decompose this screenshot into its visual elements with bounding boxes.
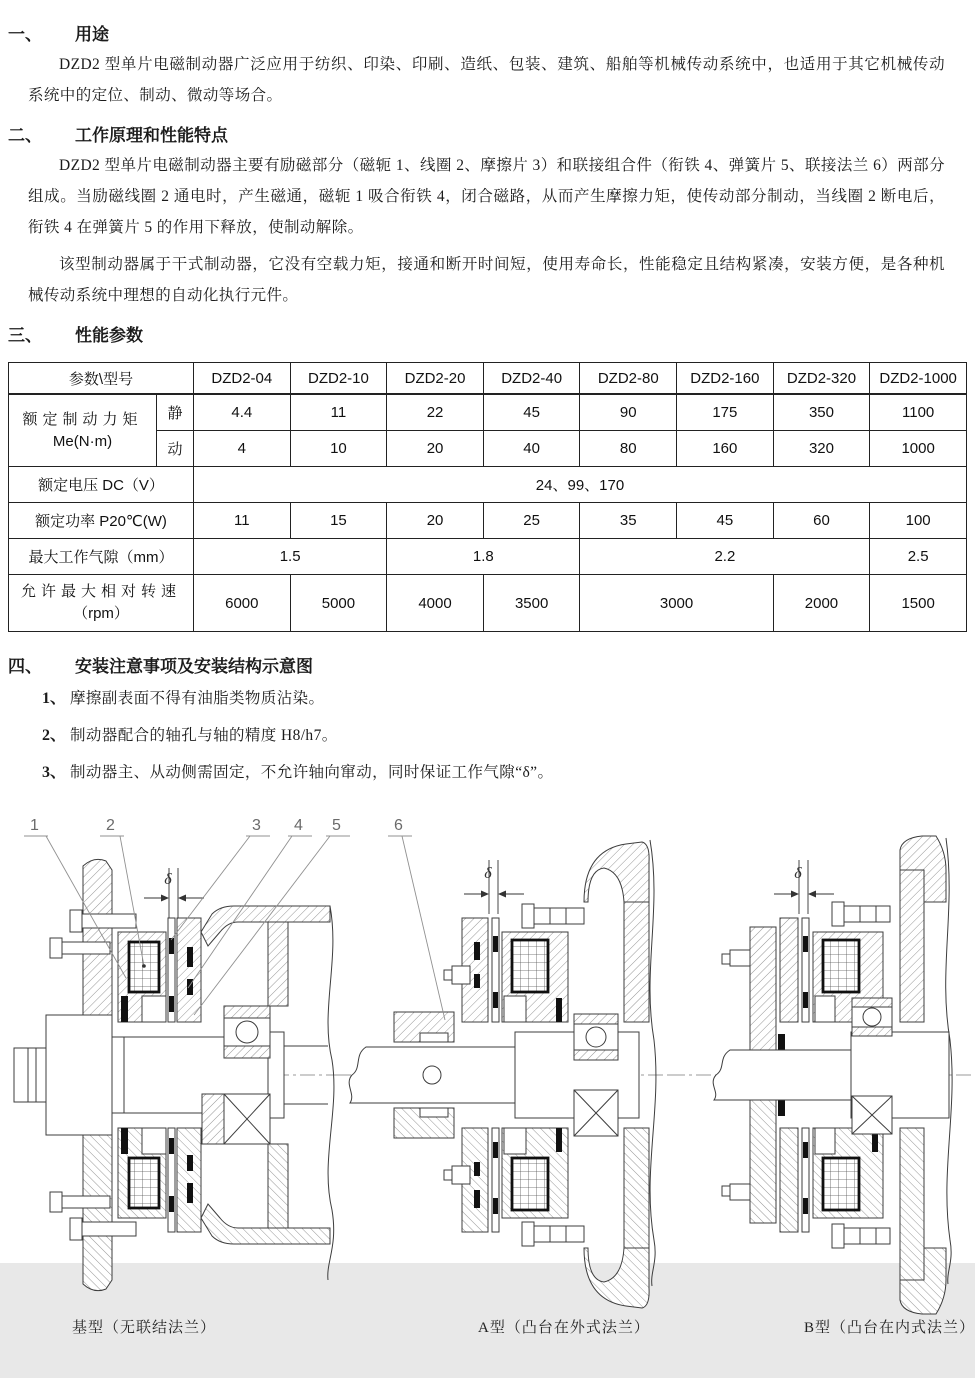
table-cell: 350 — [773, 394, 870, 431]
table-cell: 20 — [387, 503, 484, 539]
torque-label-cell — [9, 394, 157, 467]
note-item-1-text: 摩擦副表面不得有油脂类物质沾染。 — [70, 690, 325, 707]
table-cell: 2000 — [773, 575, 870, 632]
note-item-2 — [42, 721, 975, 751]
note-item-3-text: 制动器主、从动侧需固定，不允许轴向窜动，同时保证工作气隙“δ”。 — [70, 764, 554, 781]
gap-label-cell: 最大工作气隙（mm） — [9, 539, 194, 575]
table-cell: 10 — [290, 431, 387, 467]
section-2-paragraph-2: 该型制动器属于干式制动器，它没有空载力矩，接通和断开时间短，使用寿命长，性能稳定且结构紧凑，安装方便，是各种机械传动系统中理想的自动化执行元件。 — [28, 256, 945, 304]
table-cell: 4.4 — [194, 394, 291, 431]
callout-5: 5 — [332, 817, 341, 834]
note-item-1 — [42, 684, 975, 714]
section-3-heading — [0, 321, 975, 346]
voltage-row — [9, 467, 967, 503]
model-header: DZD2-320 — [773, 363, 870, 395]
diagram-a-type — [336, 840, 670, 1308]
table-cell: 5000 — [290, 575, 387, 632]
speed-label-cell — [9, 575, 194, 632]
model-header: DZD2-20 — [387, 363, 484, 395]
table-cell: 160 — [677, 431, 774, 467]
section-1-paragraph: DZD2 型单片电磁制动器广泛应用于纺织、印染、印刷、造纸、包装、建筑、船舶等机械传动系统中，也适用于其它机械传动系统中的定位、制动、微动等场合。 — [28, 56, 945, 104]
figure-caption-a-type: A型（凸台在外式法兰） — [478, 1320, 650, 1336]
table-cell: 3000 — [580, 575, 773, 632]
section-2-paragraph-1: DZD2 型单片电磁制动器主要有励磁部分（磁轭 1、线圈 2、摩擦片 3）和联接组合件（衔铁 4、弹簧片 5、联接法兰 6）两部分组成。当励磁线圈 2 通电时，产生磁通，磁轭 1 吸合衔铁 4，闭合磁路，从而产生摩擦力矩，使传动部分制动，当线圈 2 断电后，衔铁 4 在弹簧片 5 的作用下释放，使制动解除。 — [28, 157, 945, 236]
callout-2: 2 — [106, 817, 115, 834]
table-cell: 6000 — [194, 575, 291, 632]
note-item-3 — [42, 758, 975, 788]
table-cell: 45 — [677, 503, 774, 539]
section-4-number: 四、 — [8, 657, 42, 676]
delta-gap-label: δ — [794, 865, 802, 882]
delta-gap-label: δ — [484, 865, 492, 882]
table-cell: 4 — [194, 431, 291, 467]
model-header: DZD2-160 — [677, 363, 774, 395]
table-cell: 15 — [290, 503, 387, 539]
power-row — [9, 503, 967, 539]
note-item-2-text: 制动器配合的轴孔与轴的精度 H8/h7。 — [70, 727, 338, 744]
torque-static-label: 静 — [157, 394, 194, 431]
table-cell: 2.2 — [580, 539, 870, 575]
max-speed-row — [9, 575, 967, 632]
table-cell: 2.5 — [870, 539, 967, 575]
section-1-number: 一、 — [8, 25, 42, 44]
table-cell: 40 — [483, 431, 580, 467]
section-3-title: 性能参数 — [75, 326, 143, 345]
model-header: DZD2-10 — [290, 363, 387, 395]
figure-caption-base-type: 基型（无联结法兰） — [72, 1320, 217, 1336]
note-item-2-number: 2、 — [42, 727, 67, 744]
model-header: DZD2-04 — [194, 363, 291, 395]
table-cell: 4000 — [387, 575, 484, 632]
torque-label-line2: Me(N·m) — [52, 432, 113, 450]
table-cell: 1.5 — [194, 539, 387, 575]
speed-label-line1: 允许最大相对转速 — [21, 583, 182, 600]
model-header: DZD2-80 — [580, 363, 677, 395]
table-cell: 35 — [580, 503, 677, 539]
installation-diagrams — [0, 810, 975, 1315]
section-2-heading — [0, 121, 975, 146]
table-cell: 90 — [580, 394, 677, 431]
table-cell: 1.8 — [387, 539, 580, 575]
section-1-title: 用途 — [75, 25, 109, 44]
table-cell: 11 — [194, 503, 291, 539]
performance-table — [8, 362, 967, 632]
diagram-base-type — [14, 859, 336, 1290]
table-cell: 25 — [483, 503, 580, 539]
figure-caption-b-type: B型（凸台在内式法兰） — [804, 1320, 975, 1336]
table-cell: 11 — [290, 394, 387, 431]
table-cell: 320 — [773, 431, 870, 467]
model-header: DZD2-40 — [483, 363, 580, 395]
table-cell: 1500 — [870, 575, 967, 632]
note-item-3-number: 3、 — [42, 764, 67, 781]
table-cell: 45 — [483, 394, 580, 431]
table-cell: 3500 — [483, 575, 580, 632]
table-cell: 175 — [677, 394, 774, 431]
section-2-title: 工作原理和性能特点 — [75, 126, 228, 145]
table-corner-cell: 参数\型号 — [9, 363, 194, 395]
diagram-b-type — [670, 836, 972, 1314]
section-2-number: 二、 — [8, 126, 42, 145]
table-cell: 60 — [773, 503, 870, 539]
table-cell: 1100 — [870, 394, 967, 431]
voltage-value-cell: 24、99、170 — [194, 467, 967, 503]
installation-figure — [0, 810, 975, 1378]
air-gap-row — [9, 539, 967, 575]
table-header-row — [9, 363, 967, 395]
section-3-number: 三、 — [8, 326, 42, 345]
callout-3: 3 — [252, 817, 261, 834]
callout-4: 4 — [294, 817, 303, 834]
section-4-title: 安装注意事项及安装结构示意图 — [75, 657, 313, 676]
table-cell: 100 — [870, 503, 967, 539]
torque-label-line1: 额定制动力矩 — [22, 410, 143, 428]
note-item-1-number: 1、 — [42, 690, 67, 707]
torque-dynamic-label: 动 — [157, 431, 194, 467]
section-4-heading — [0, 652, 975, 677]
table-cell: 20 — [387, 431, 484, 467]
callout-6: 6 — [394, 817, 403, 834]
table-cell: 1000 — [870, 431, 967, 467]
speed-label-line2: （rpm） — [73, 605, 129, 622]
table-cell: 80 — [580, 431, 677, 467]
power-label-cell: 额定功率 P20℃(W) — [9, 503, 194, 539]
section-1-heading — [0, 20, 975, 45]
delta-gap-label: δ — [164, 871, 172, 888]
table-cell: 22 — [387, 394, 484, 431]
torque-static-row — [9, 394, 967, 431]
voltage-label-cell: 额定电压 DC（V） — [9, 467, 194, 503]
model-header: DZD2-1000 — [870, 363, 967, 395]
callout-1: 1 — [30, 817, 39, 834]
